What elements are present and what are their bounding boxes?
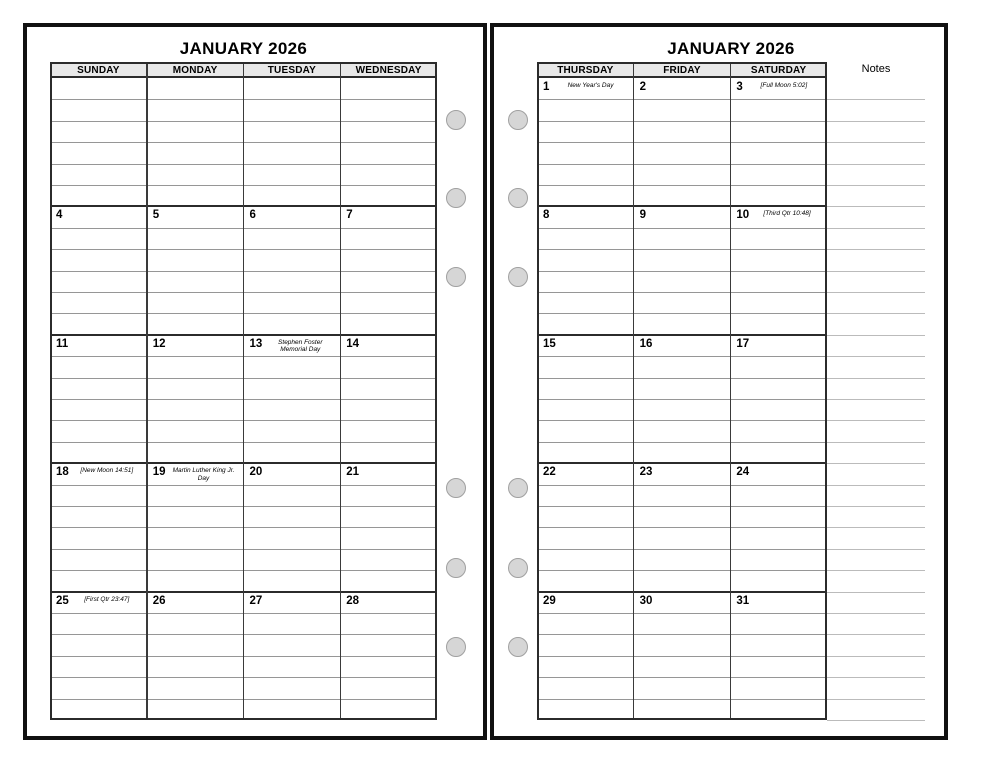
day-cell xyxy=(636,206,729,227)
date-number: 2 xyxy=(639,81,647,93)
note-line xyxy=(827,485,925,486)
day-cell xyxy=(732,206,825,227)
note-line xyxy=(827,592,925,593)
date-number: 25 xyxy=(56,594,69,607)
day-cell xyxy=(539,206,632,227)
note-line xyxy=(827,506,925,507)
date-number: 10 xyxy=(736,209,750,222)
note-line xyxy=(827,420,925,421)
day-cell xyxy=(636,592,729,613)
day-cell xyxy=(732,592,825,613)
day-cell xyxy=(246,592,339,613)
note-line xyxy=(827,656,925,657)
date-number: 26 xyxy=(152,594,166,607)
date-number: 16 xyxy=(639,337,653,350)
date-number: 14 xyxy=(346,337,360,350)
day-header: THURSDAY xyxy=(557,64,614,76)
note-line xyxy=(827,292,925,293)
note-line xyxy=(827,399,925,400)
binder-hole xyxy=(508,267,528,287)
note-line xyxy=(827,527,925,528)
binder-hole xyxy=(508,110,528,130)
note-line xyxy=(827,99,925,100)
note-line xyxy=(827,142,925,143)
date-number: 13 xyxy=(249,337,263,350)
day-header: FRIDAY xyxy=(663,64,701,76)
note-line xyxy=(827,121,925,122)
date-number: 31 xyxy=(736,594,750,607)
day-annotation: [Full Moon 5:02] xyxy=(760,82,808,89)
date-number: 27 xyxy=(249,594,263,607)
day-annotation: Martin Luther King Jr. Day xyxy=(172,467,235,482)
day-cell xyxy=(246,463,339,484)
binder-hole xyxy=(508,188,528,208)
day-header: WEDNESDAY xyxy=(355,64,422,76)
day-cell xyxy=(149,463,242,484)
date-number: 17 xyxy=(736,337,750,350)
date-number: 21 xyxy=(346,466,360,479)
date-number: 28 xyxy=(346,594,360,607)
day-cell xyxy=(246,335,339,356)
note-line xyxy=(827,699,925,700)
note-line xyxy=(827,549,925,550)
note-line xyxy=(827,185,925,186)
note-line xyxy=(827,463,925,464)
day-cell xyxy=(732,463,825,484)
date-number: 4 xyxy=(56,209,63,222)
binder-hole xyxy=(508,478,528,498)
note-line xyxy=(827,570,925,571)
day-cell xyxy=(52,463,145,484)
binder-hole xyxy=(446,267,466,287)
day-cell xyxy=(539,592,632,613)
note-line xyxy=(827,206,925,207)
day-cell xyxy=(342,463,435,484)
day-cell xyxy=(246,206,339,227)
table-border xyxy=(537,62,827,720)
day-header: MONDAY xyxy=(172,64,218,76)
day-cell xyxy=(149,206,242,227)
date-number: 23 xyxy=(639,466,653,479)
date-number: 11 xyxy=(56,337,69,350)
day-annotation: [Third Qtr 10:48] xyxy=(763,210,811,218)
day-cell xyxy=(732,78,825,99)
note-line xyxy=(827,677,925,678)
date-number: 8 xyxy=(543,209,550,222)
day-cell xyxy=(52,592,145,613)
day-annotation: Stephen Foster Memorial Day xyxy=(278,338,323,354)
note-line xyxy=(827,356,925,357)
date-number: 15 xyxy=(543,337,556,350)
binder-hole xyxy=(446,558,466,578)
day-cell xyxy=(149,592,242,613)
day-cell xyxy=(539,463,632,484)
day-cell xyxy=(636,78,729,99)
day-cell xyxy=(52,335,145,356)
date-number: 24 xyxy=(736,466,750,479)
note-line xyxy=(827,335,925,336)
day-cell xyxy=(539,78,632,99)
day-annotation: New Year's Day xyxy=(567,82,614,89)
note-line xyxy=(827,613,925,614)
date-number: 9 xyxy=(639,209,647,222)
date-number: 18 xyxy=(56,466,69,479)
note-line xyxy=(827,164,925,165)
date-number: 5 xyxy=(152,209,160,222)
binder-hole xyxy=(508,637,528,657)
binder-hole xyxy=(446,637,466,657)
binder-hole xyxy=(446,110,466,130)
day-annotation: [New Moon 14:51] xyxy=(80,467,134,475)
day-cell xyxy=(539,335,632,356)
day-cell xyxy=(52,206,145,227)
date-number: 19 xyxy=(152,466,166,479)
notes-label: Notes xyxy=(861,63,891,75)
note-line xyxy=(827,720,925,721)
day-header: TUESDAY xyxy=(267,64,316,76)
binder-hole xyxy=(446,478,466,498)
day-cell xyxy=(636,463,729,484)
date-number: 20 xyxy=(249,466,263,479)
date-number: 29 xyxy=(543,594,556,607)
date-number: 6 xyxy=(249,209,256,222)
date-number: 22 xyxy=(543,466,556,479)
day-header: SATURDAY xyxy=(750,64,807,76)
date-number: 12 xyxy=(152,337,166,350)
month-title-left: JANUARY 2026 xyxy=(179,39,308,58)
day-cell xyxy=(636,335,729,356)
date-number: 1 xyxy=(543,81,550,93)
day-annotation: [First Qtr 23:47] xyxy=(84,595,130,603)
note-line xyxy=(827,271,925,272)
day-cell xyxy=(149,335,242,356)
note-line xyxy=(827,249,925,250)
day-header: SUNDAY xyxy=(77,64,120,76)
binder-hole xyxy=(446,188,466,208)
note-line xyxy=(827,442,925,443)
date-number: 3 xyxy=(736,81,743,93)
day-cell xyxy=(732,335,825,356)
month-title-right: JANUARY 2026 xyxy=(667,39,795,58)
note-line xyxy=(827,634,925,635)
note-line xyxy=(827,228,925,229)
day-cell xyxy=(342,206,435,227)
binder-hole xyxy=(508,558,528,578)
table-border xyxy=(50,62,437,720)
day-cell xyxy=(342,592,435,613)
date-number: 30 xyxy=(639,594,653,607)
note-line xyxy=(827,378,925,379)
date-number: 7 xyxy=(346,209,353,222)
day-cell xyxy=(342,335,435,356)
note-line xyxy=(827,313,925,314)
